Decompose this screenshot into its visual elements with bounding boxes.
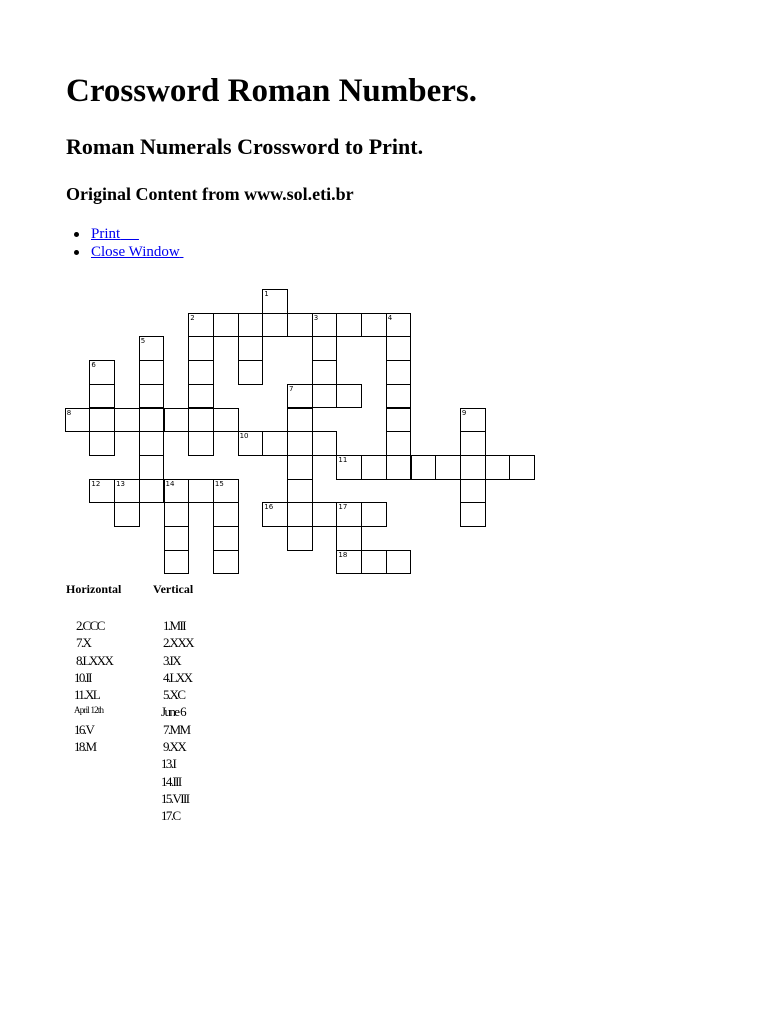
- horizontal-clue: 8.LXXX: [76, 652, 113, 668]
- crossword-cell[interactable]: [312, 431, 338, 456]
- vertical-clue-list: [161, 617, 193, 825]
- clue-number: 10: [239, 432, 249, 441]
- crossword-cell[interactable]: [312, 336, 338, 361]
- crossword-cell[interactable]: [361, 455, 387, 480]
- crossword-cell[interactable]: [213, 313, 239, 338]
- crossword-cell[interactable]: [460, 408, 486, 433]
- crossword-cell[interactable]: [336, 550, 362, 575]
- source-credit: Original Content from www.sol.eti.br: [66, 184, 354, 204]
- crossword-cell[interactable]: [386, 336, 412, 361]
- page-subtitle: Roman Numerals Crossword to Print.: [66, 134, 424, 159]
- clue-number: 4: [387, 313, 393, 322]
- crossword-cell[interactable]: [312, 384, 338, 409]
- crossword-cell[interactable]: [509, 455, 535, 480]
- crossword-cell[interactable]: [386, 313, 412, 338]
- crossword-cell[interactable]: [386, 384, 412, 409]
- crossword-cell[interactable]: [312, 313, 338, 338]
- clue-number: 14: [165, 479, 175, 488]
- clue-number: 12: [91, 479, 101, 488]
- clue-number: 6: [91, 361, 96, 370]
- bullet-icon: [74, 250, 79, 255]
- crossword-cell[interactable]: [262, 502, 288, 527]
- horizontal-clue: 16.V: [74, 721, 94, 737]
- crossword-cell[interactable]: [188, 479, 214, 504]
- crossword-cell[interactable]: [287, 431, 313, 456]
- crossword-cell[interactable]: [262, 431, 288, 456]
- crossword-cell[interactable]: [361, 502, 387, 527]
- clue-number: 3: [313, 313, 319, 322]
- crossword-cell[interactable]: [65, 408, 91, 433]
- clue-number: 7: [289, 384, 294, 393]
- crossword-cell[interactable]: [188, 384, 214, 409]
- crossword-cell[interactable]: [312, 360, 338, 385]
- crossword-cell[interactable]: [213, 526, 239, 551]
- crossword-cell[interactable]: [213, 502, 239, 527]
- clue-number: 1: [264, 290, 269, 298]
- crossword-cell[interactable]: [114, 502, 140, 527]
- crossword-cell[interactable]: [238, 313, 264, 338]
- crossword-cell[interactable]: [139, 479, 165, 504]
- vertical-clue: 5.XC: [163, 687, 185, 703]
- crossword-cell[interactable]: [411, 455, 437, 480]
- vertical-clue: 17.C: [161, 808, 180, 824]
- vertical-clue: 9.XX: [163, 739, 186, 755]
- crossword-cell[interactable]: [460, 431, 486, 456]
- crossword-cell[interactable]: [89, 479, 115, 504]
- vertical-clue: 7.MM: [163, 721, 190, 737]
- crossword-cell[interactable]: [238, 336, 264, 361]
- crossword-cell[interactable]: [287, 408, 313, 433]
- crossword-cell[interactable]: [460, 479, 486, 504]
- crossword-cell[interactable]: [287, 384, 313, 409]
- crossword-cell[interactable]: [361, 550, 387, 575]
- crossword-cell[interactable]: [435, 455, 461, 480]
- crossword-cell[interactable]: [139, 384, 165, 409]
- clue-number: 16: [264, 503, 274, 512]
- crossword-cell[interactable]: [262, 289, 288, 314]
- vertical-clues: [153, 582, 193, 825]
- crossword-cell[interactable]: [213, 550, 239, 575]
- crossword-cell[interactable]: [287, 455, 313, 480]
- vertical-clue: 2.XXX: [163, 635, 193, 651]
- horizontal-clue-list: [74, 617, 121, 755]
- crossword-cell[interactable]: [89, 384, 115, 409]
- crossword-cell[interactable]: [336, 526, 362, 551]
- crossword-cell[interactable]: [238, 360, 264, 385]
- horizontal-title: Horizontal: [66, 582, 122, 596]
- crossword-cell[interactable]: [361, 313, 387, 338]
- horizontal-clue: 2.CCC: [76, 618, 104, 633]
- horizontal-clue: 11.XL: [74, 687, 100, 703]
- crossword-cell[interactable]: [460, 455, 486, 480]
- horizontal-clues: [66, 582, 121, 755]
- crossword-cell[interactable]: [287, 502, 313, 527]
- clue-number: 13: [116, 479, 126, 488]
- vertical-clue: 13.I: [161, 756, 176, 772]
- crossword-cell[interactable]: [188, 431, 214, 456]
- clue-number: 5: [140, 337, 146, 346]
- crossword-cell[interactable]: [386, 360, 412, 385]
- crossword-cell[interactable]: [139, 408, 165, 433]
- clue-number: 9: [461, 408, 467, 417]
- clue-number: 15: [214, 479, 224, 488]
- close-window-link[interactable]: Close Window: [91, 244, 180, 260]
- crossword-cell[interactable]: [386, 431, 412, 456]
- close-window-item: [74, 243, 183, 261]
- print-link-padding[interactable]: [120, 226, 139, 242]
- vertical-clue: 14.III: [161, 773, 181, 789]
- vertical-clue: 1.MII: [163, 618, 185, 633]
- crossword-cell[interactable]: [188, 360, 214, 385]
- crossword-cell[interactable]: [89, 360, 115, 385]
- crossword-cell[interactable]: [164, 526, 190, 551]
- clue-number: 11: [338, 455, 348, 464]
- action-links: [74, 225, 183, 261]
- crossword-cell[interactable]: [336, 455, 362, 480]
- crossword-cell[interactable]: [164, 550, 190, 575]
- close-window-link-padding[interactable]: [180, 244, 184, 260]
- crossword-cell[interactable]: [485, 455, 511, 480]
- crossword-cell[interactable]: [460, 502, 486, 527]
- vertical-clue: 4.LXX: [163, 669, 192, 685]
- crossword-cell[interactable]: [238, 431, 264, 456]
- crossword-cell[interactable]: [188, 408, 214, 433]
- crossword-cell[interactable]: [336, 384, 362, 409]
- vertical-title: Vertical: [153, 582, 194, 596]
- page-title: Crossword Roman Numbers.: [66, 73, 477, 109]
- crossword-cell[interactable]: [287, 479, 313, 504]
- crossword-cell[interactable]: [386, 550, 412, 575]
- crossword-cell[interactable]: [287, 313, 313, 338]
- crossword-cell[interactable]: [164, 502, 190, 527]
- crossword-cell[interactable]: [139, 455, 165, 480]
- vertical-clue: 15.VIII: [161, 790, 189, 806]
- print-link[interactable]: Print: [91, 226, 121, 242]
- crossword-cell[interactable]: [287, 526, 313, 551]
- crossword-cell[interactable]: [89, 431, 115, 456]
- crossword-cell[interactable]: [213, 408, 239, 433]
- clue-number: 18: [338, 550, 348, 559]
- horizontal-clue: 18.M: [74, 739, 96, 755]
- crossword-cell[interactable]: [188, 313, 214, 338]
- crossword-cell[interactable]: [386, 408, 412, 433]
- horizontal-clue: April 12th: [74, 705, 104, 716]
- crossword-cell[interactable]: [188, 336, 214, 361]
- horizontal-clue: 10.II: [74, 669, 91, 685]
- clue-number: 8: [66, 408, 72, 417]
- crossword-cell[interactable]: [386, 455, 412, 480]
- crossword-cell[interactable]: [213, 479, 239, 504]
- crossword-cell[interactable]: [336, 313, 362, 338]
- crossword-cell[interactable]: [336, 502, 362, 527]
- crossword-cell[interactable]: [164, 408, 190, 433]
- crossword-cell[interactable]: [139, 336, 165, 361]
- crossword-cell[interactable]: [312, 502, 338, 527]
- bullet-icon: [74, 232, 79, 237]
- crossword-cell[interactable]: [139, 360, 165, 385]
- crossword-cell[interactable]: [262, 313, 288, 338]
- vertical-clue: 3.IX: [163, 652, 181, 668]
- clue-number: 17: [338, 503, 348, 512]
- crossword-cell[interactable]: [114, 408, 140, 433]
- crossword-cell[interactable]: [164, 479, 190, 504]
- crossword-cell[interactable]: [89, 408, 115, 433]
- clue-number: 2: [190, 313, 195, 322]
- crossword-cell[interactable]: [114, 479, 140, 504]
- vertical-clue: June 6: [161, 704, 185, 720]
- print-item: [74, 225, 183, 243]
- crossword-cell[interactable]: [139, 431, 165, 456]
- horizontal-clue: 7.X: [76, 635, 91, 651]
